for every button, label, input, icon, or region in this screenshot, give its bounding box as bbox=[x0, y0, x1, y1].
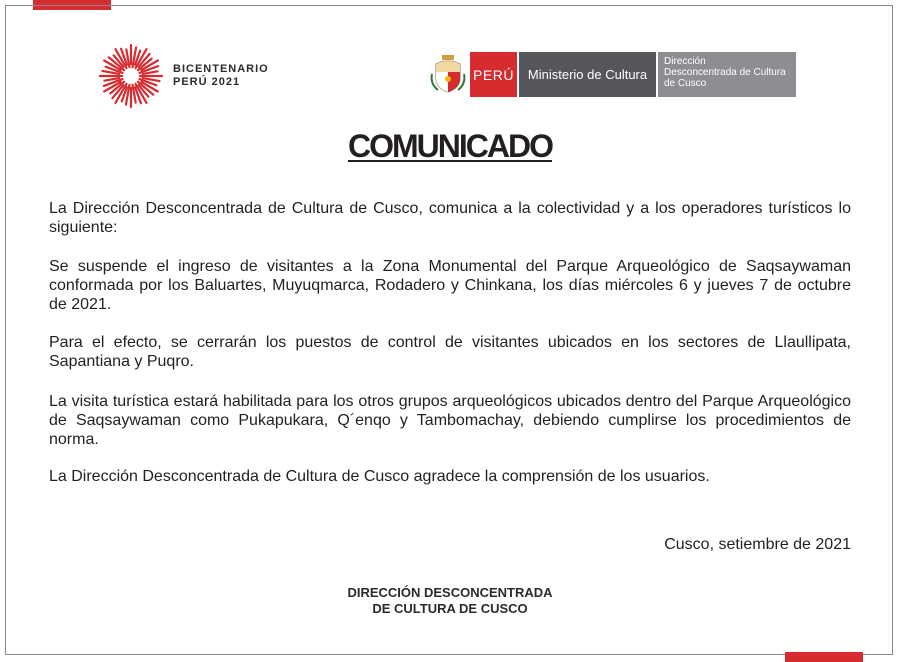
signature-line1: DIRECCIÓN DESCONCENTRADA bbox=[347, 585, 553, 600]
date-line: Cusco, setiembre de 2021 bbox=[664, 536, 851, 553]
signature-line2: DE CULTURA DE CUSCO bbox=[372, 601, 528, 616]
peru-brand-box: PERÚ bbox=[470, 52, 517, 97]
paragraph-thanks: La Dirección Desconcentrada de Cultura de Cusco agradece la comprensión de los usuarios. bbox=[49, 468, 710, 485]
signature-block bbox=[0, 585, 900, 617]
paragraph-control-points: Para el efecto, se cerrarán los puestos de control de visitantes ubicados en los sectores de Llaullipata, Sapantiana y Puqro. bbox=[49, 334, 851, 370]
ministerio-brand-box: Ministerio de Cultura bbox=[519, 52, 656, 97]
bicentenario-logo bbox=[97, 42, 269, 110]
paragraph-enabled-sites: La visita turística estará habilitada para los otros grupos arqueológicos ubicados dentro del Parque Arqueológico de Saqsaywaman como Pukapukara, Q´enqo y Tambomachay, debiendo cumplirse los procedimientos de norma. bbox=[49, 393, 851, 448]
sunburst-icon bbox=[97, 42, 165, 110]
paragraph-suspension: Se suspende el ingreso de visitantes a la Zona Monumental del Parque Arqueológico de Saqsaywaman conformada por los Baluartes, Muyuqmarca, Rodadero y Chinkana, los días miércoles 6 y jueves 7 de octubre de 2021. bbox=[49, 258, 851, 313]
national-shield-icon bbox=[430, 54, 466, 94]
paragraph-intro: La Dirección Desconcentrada de Cultura de Cusco, comunica a la colectividad y a los operadores turísticos lo siguiente: bbox=[49, 200, 851, 236]
direccion-line2: Desconcentrada de Cultura bbox=[664, 67, 786, 78]
bicentenario-line1: BICENTENARIO bbox=[173, 63, 269, 75]
direccion-line3: de Cusco bbox=[664, 78, 707, 89]
bottom-red-accent-bar bbox=[785, 652, 863, 662]
direccion-line1: Dirección bbox=[664, 56, 706, 67]
direccion-brand-box bbox=[658, 52, 796, 97]
bicentenario-line2: PERÚ 2021 bbox=[173, 76, 241, 88]
page-title: COMUNICADO bbox=[348, 128, 552, 164]
